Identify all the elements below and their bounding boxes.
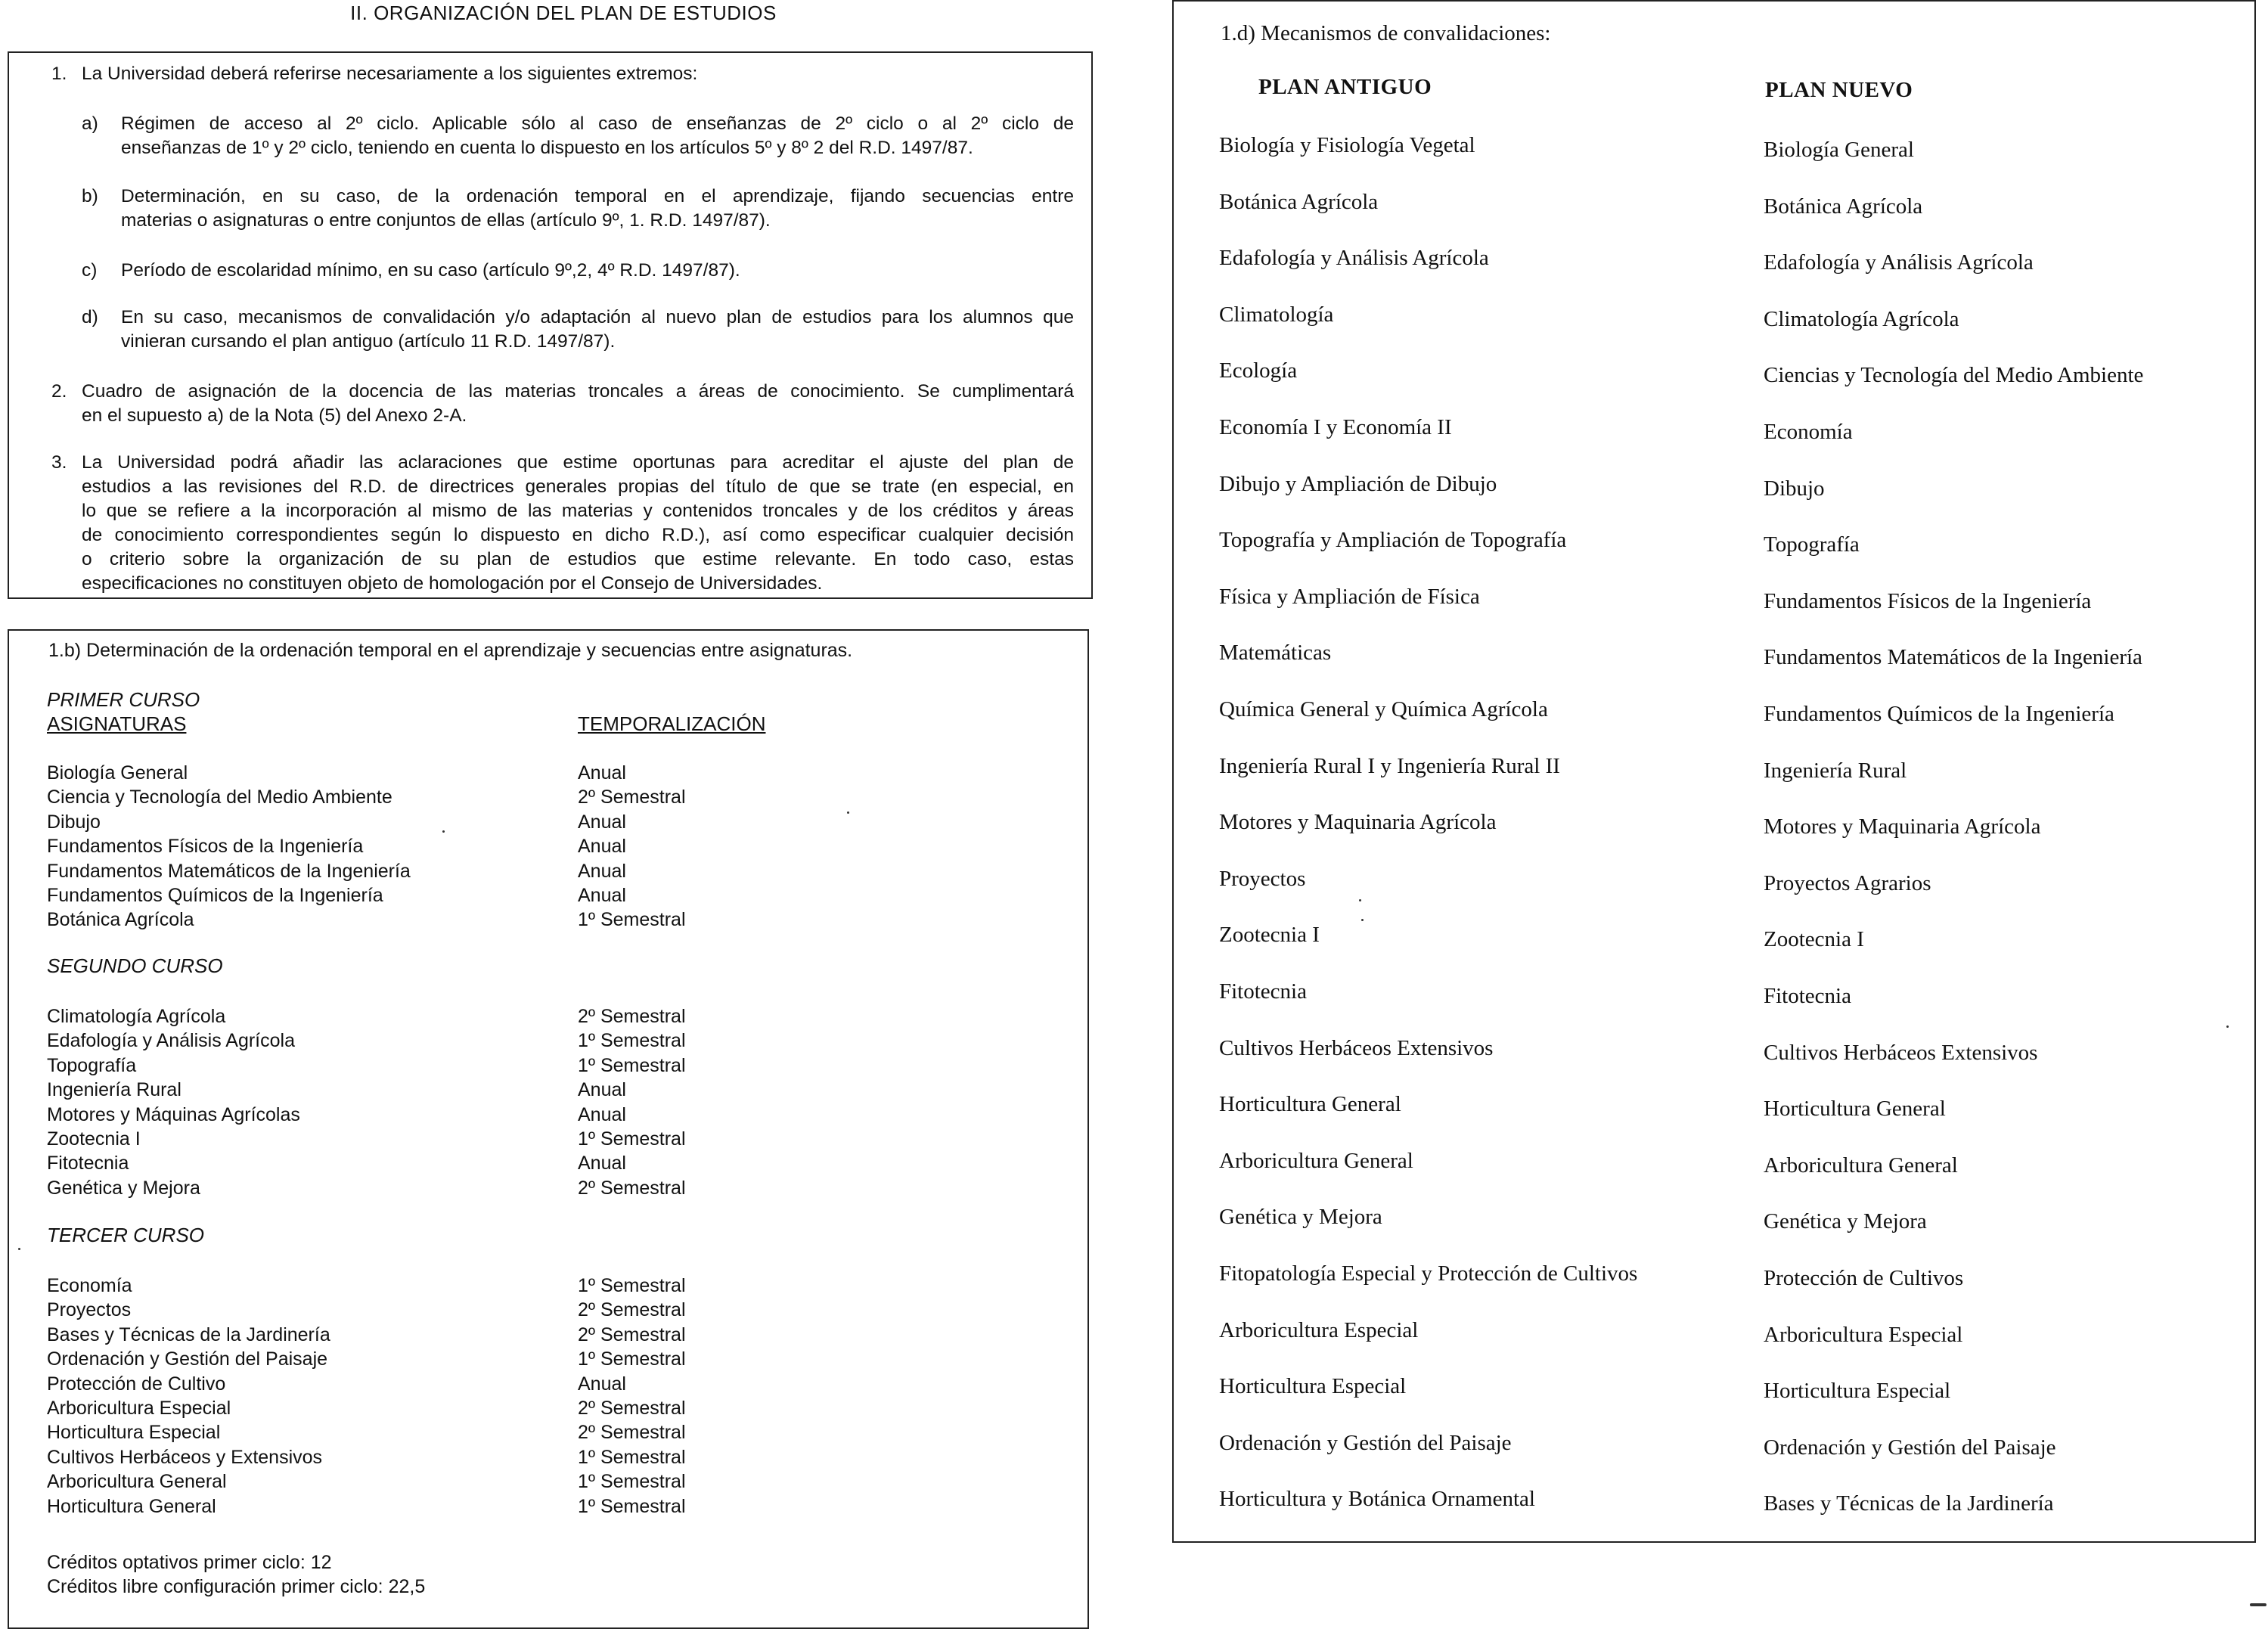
old-plan-subject: Fitotecnia: [1219, 979, 1307, 1004]
old-plan-subject: Dibujo y Ampliación de Dibujo: [1219, 471, 1497, 496]
note-1-text: La Universidad deberá referirse necesariamente a los siguientes extremos:: [82, 64, 698, 84]
course-subject: Motores y Máquinas Agrícolas: [47, 1103, 300, 1125]
course-row: [47, 1004, 1068, 1029]
course-temporalization: 2º Semestral: [578, 1323, 686, 1345]
course-temporalization: 2º Semestral: [578, 1422, 686, 1444]
convalidation-row: [1219, 1261, 2248, 1292]
new-plan-subject: Proyectos Agrarios: [1764, 870, 1931, 895]
course-row: [47, 1053, 1068, 1078]
course-row: [47, 785, 1068, 809]
course-temporalization: 1º Semestral: [578, 1054, 686, 1076]
new-plan-subject: Botánica Agrícola: [1764, 194, 1923, 219]
course-row: [47, 1396, 1068, 1420]
new-plan-subject: Ciencias y Tecnología del Medio Ambiente: [1764, 363, 2144, 388]
course-row: [47, 859, 1068, 883]
course-subject: Dibujo: [47, 811, 101, 833]
course-row: [47, 1323, 1068, 1347]
new-plan-subject: Bases y Técnicas de la Jardinería: [1764, 1491, 2054, 1516]
course-subject: Biología General: [47, 762, 188, 783]
new-plan-subject: Cultivos Herbáceos Extensivos: [1764, 1040, 2038, 1065]
course-temporalization: 2º Semestral: [578, 1398, 686, 1419]
subitem-a-line-2: enseñanzas de 1º y 2º ciclo, teniendo en cuenta lo dispuesto en los artículos 5º y 8º 2 del R.D. 1497/87.: [121, 138, 973, 158]
credits-optional: Créditos optativos primer ciclo: 12: [47, 1552, 332, 1573]
convalidation-row: [1219, 1205, 2248, 1235]
note-2-number: 2.: [51, 381, 67, 402]
subitem-c-letter: c): [82, 260, 98, 281]
convalidation-row: [1219, 585, 2248, 615]
course-row: [47, 1127, 1068, 1151]
course-subject: Fitotecnia: [47, 1153, 129, 1174]
old-plan-subject: Genética y Mejora: [1219, 1205, 1382, 1230]
subitem-d-line-1: En su caso, mecanismos de convalidación y/o adaptación al nuevo plan de estudios para los alumnos que: [121, 307, 1074, 327]
course-temporalization: Anual: [578, 860, 626, 882]
course-row: [47, 1176, 1068, 1200]
col-header-old-plan: PLAN ANTIGUO: [1258, 75, 1432, 99]
course-subject: Arboricultura General: [47, 1471, 227, 1493]
convalidation-row: [1219, 810, 2248, 840]
page-title: II. ORGANIZACIÓN DEL PLAN DE ESTUDIOS: [350, 2, 777, 24]
course-subject: Horticultura General: [47, 1495, 216, 1517]
course-row: [47, 834, 1068, 858]
new-plan-subject: Horticultura Especial: [1764, 1379, 1951, 1404]
subitem-b-letter: b): [82, 186, 98, 206]
old-plan-subject: Arboricultura General: [1219, 1148, 1413, 1173]
course-row: [47, 1347, 1068, 1371]
old-plan-subject: Botánica Agrícola: [1219, 189, 1379, 214]
new-plan-subject: Topografía: [1764, 532, 1860, 557]
course-subject: Climatología Agrícola: [47, 1006, 226, 1027]
old-plan-subject: Climatología: [1219, 302, 1334, 327]
new-plan-subject: Edafología y Análisis Agrícola: [1764, 250, 2034, 275]
old-plan-subject: Matemáticas: [1219, 641, 1332, 666]
course-row: [47, 908, 1068, 932]
convalidation-row: [1219, 1374, 2248, 1404]
col-header-new-plan: PLAN NUEVO: [1765, 78, 1913, 102]
scan-speck: [2250, 1603, 2266, 1606]
course-subject: Genética y Mejora: [47, 1177, 200, 1199]
course-row: [47, 1029, 1068, 1053]
scan-speck: [847, 811, 849, 814]
course-row: [47, 1372, 1068, 1396]
new-plan-subject: Fundamentos Químicos de la Ingeniería: [1764, 702, 2114, 726]
course-temporalization: 2º Semestral: [578, 1177, 686, 1199]
notes-box: [8, 51, 1093, 599]
new-plan-subject: Climatología Agrícola: [1764, 306, 1959, 331]
note-2-line-2: en el supuesto a) de la Nota (5) del Anexo 2-A.: [82, 405, 467, 426]
subitem-c-line-1: Período de escolaridad mínimo, en su caso (artículo 9º,2, 4º R.D. 1497/87).: [121, 260, 740, 281]
convalidation-row: [1219, 867, 2248, 897]
course-temporalization: Anual: [578, 1103, 626, 1125]
course-subject: Arboricultura Especial: [47, 1398, 231, 1419]
old-plan-subject: Fitopatología Especial y Protección de Cultivos: [1219, 1261, 1638, 1286]
subitem-a-line-1: Régimen de acceso al 2º ciclo. Aplicable sólo al caso de enseñanzas de 2º ciclo o al 2º ciclo de: [121, 113, 1074, 134]
scan-speck: [1359, 899, 1361, 901]
course-row: [47, 1274, 1068, 1298]
new-plan-subject: Ordenación y Gestión del Paisaje: [1764, 1435, 2056, 1460]
old-plan-subject: Ecología: [1219, 358, 1298, 383]
note-1-number: 1.: [51, 64, 67, 84]
convalidation-row: [1219, 641, 2248, 671]
new-plan-subject: Zootecnia I: [1764, 927, 1864, 952]
convalidation-row: [1219, 754, 2248, 784]
course-subject: Fundamentos Físicos de la Ingeniería: [47, 836, 364, 858]
note-3-line-1: La Universidad podrá añadir las aclaraciones que estime oportunas para acreditar el ajuste del plan de: [82, 452, 1074, 473]
course-row: [47, 883, 1068, 908]
course-subject: Ordenación y Gestión del Paisaje: [47, 1348, 328, 1370]
convalidation-row: [1219, 923, 2248, 953]
course-temporalization: 2º Semestral: [578, 787, 686, 808]
note-3-line-4: de conocimiento correspondientes según lo dispuesto en dicho R.D.), así como especificar cualquier decisión: [82, 525, 1074, 545]
convalidation-row: [1219, 303, 2248, 333]
course-subject: Cultivos Herbáceos y Extensivos: [47, 1446, 323, 1468]
note-3-number: 3.: [51, 452, 67, 473]
courses-box: [8, 629, 1089, 1629]
course-temporalization: 1º Semestral: [578, 1471, 686, 1493]
convalidation-box: [1172, 0, 2256, 1543]
course-subject: Ciencia y Tecnología del Medio Ambiente: [47, 787, 392, 808]
convalidation-row: [1219, 415, 2248, 445]
col-header-temporalization: TEMPORALIZACIÓN: [578, 712, 766, 735]
convalidation-row: [1219, 979, 2248, 1010]
old-plan-subject: Ordenación y Gestión del Paisaje: [1219, 1430, 1512, 1455]
convalidation-heading: 1.d) Mecanismos de convalidaciones:: [1221, 21, 1551, 45]
convalidation-row: [1219, 528, 2248, 558]
subitem-d-line-2: vinieran cursando el plan antiguo (artículo 11 R.D. 1497/87).: [121, 331, 616, 352]
convalidation-row: [1219, 246, 2248, 276]
course-subject: Topografía: [47, 1054, 137, 1076]
note-3-line-2: estudios a las revisiones del R.D. de directrices generales propias del título de que se trate (en especial, en: [82, 476, 1074, 497]
course-row: [47, 1298, 1068, 1322]
old-plan-subject: Cultivos Herbáceos Extensivos: [1219, 1035, 1494, 1060]
convalidation-row: [1219, 1092, 2248, 1122]
course-temporalization: Anual: [578, 885, 626, 906]
old-plan-subject: Química General y Química Agrícola: [1219, 697, 1548, 721]
course-subject: Fundamentos Químicos de la Ingeniería: [47, 885, 383, 906]
scan-speck: [1361, 919, 1364, 921]
note-3-line-3: lo que se refiere a la incorporación al mismo de las materias y contenidos troncales y de los créditos y áreas: [82, 501, 1074, 521]
old-plan-subject: Edafología y Análisis Agrícola: [1219, 246, 1489, 271]
new-plan-subject: Fundamentos Físicos de la Ingeniería: [1764, 588, 2092, 613]
subitem-d-letter: d): [82, 307, 98, 327]
course-temporalization: 2º Semestral: [578, 1299, 686, 1321]
scan-speck: [442, 830, 445, 833]
scan-speck: [18, 1248, 20, 1250]
old-plan-subject: Proyectos: [1219, 866, 1306, 891]
course-row: [47, 810, 1068, 834]
old-plan-subject: Ingeniería Rural I y Ingeniería Rural II: [1219, 753, 1560, 778]
old-plan-subject: Arboricultura Especial: [1219, 1317, 1419, 1342]
old-plan-subject: Topografía y Ampliación de Topografía: [1219, 528, 1567, 553]
course-subject: Fundamentos Matemáticos de la Ingeniería: [47, 860, 411, 882]
note-2-line-1: Cuadro de asignación de la docencia de las materias troncales a áreas de conocimiento. Se cumplimentará: [82, 381, 1074, 402]
scan-speck: [2226, 1025, 2229, 1028]
old-plan-subject: Motores y Maquinaria Agrícola: [1219, 810, 1497, 835]
subitem-b-line-1: Determinación, en su caso, de la ordenación temporal en el aprendizaje, fijando secuencias entre: [121, 186, 1074, 206]
old-plan-subject: Economía I y Economía II: [1219, 415, 1452, 439]
course-row: [47, 1151, 1068, 1175]
course-row: [47, 1469, 1068, 1494]
course-row: [47, 1103, 1068, 1127]
course-subject: Zootecnia I: [47, 1128, 141, 1150]
course-temporalization: Anual: [578, 1373, 626, 1395]
new-plan-subject: Dibujo: [1764, 476, 1825, 501]
convalidation-row: [1219, 1487, 2248, 1517]
course-temporalization: 1º Semestral: [578, 1495, 686, 1517]
course-row: [47, 1445, 1068, 1469]
course-temporalization: 1º Semestral: [578, 1275, 686, 1296]
course-subject: Horticultura Especial: [47, 1422, 221, 1444]
old-plan-subject: Biología y Fisiología Vegetal: [1219, 133, 1475, 157]
convalidation-row: [1219, 133, 2248, 163]
course-subject: Protección de Cultivo: [47, 1373, 226, 1395]
convalidation-row: [1219, 697, 2248, 728]
convalidation-row: [1219, 358, 2248, 389]
old-plan-subject: Física y Ampliación de Física: [1219, 584, 1480, 609]
new-plan-subject: Fundamentos Matemáticos de la Ingeniería: [1764, 645, 2142, 670]
new-plan-subject: Motores y Maquinaria Agrícola: [1764, 814, 2041, 839]
course-temporalization: Anual: [578, 836, 626, 858]
course-title-first: PRIMER CURSO: [47, 688, 200, 711]
course-subject: Ingeniería Rural: [47, 1079, 182, 1101]
course-temporalization: 1º Semestral: [578, 1446, 686, 1468]
new-plan-subject: Fitotecnia: [1764, 984, 1851, 1008]
new-plan-subject: Ingeniería Rural: [1764, 758, 1907, 783]
new-plan-subject: Biología General: [1764, 138, 1914, 162]
subitem-b-line-2: materias o asignaturas o entre conjuntos de ellas (artículo 9º, 1. R.D. 1497/87).: [121, 210, 771, 231]
new-plan-subject: Genética y Mejora: [1764, 1209, 1927, 1234]
course-temporalization: 2º Semestral: [578, 1006, 686, 1027]
course-temporalization: Anual: [578, 811, 626, 833]
courses-heading: 1.b) Determinación de la ordenación temporal en el aprendizaje y secuencias entre asignaturas.: [48, 640, 853, 661]
course-row: [47, 761, 1068, 785]
old-plan-subject: Horticultura General: [1219, 1092, 1401, 1117]
course-subject: Economía: [47, 1275, 132, 1296]
col-header-subjects: ASIGNATURAS: [47, 712, 187, 735]
course-temporalization: 1º Semestral: [578, 1030, 686, 1052]
course-temporalization: Anual: [578, 1079, 626, 1101]
new-plan-subject: Arboricultura Especial: [1764, 1322, 1963, 1347]
course-title-second: SEGUNDO CURSO: [47, 954, 223, 977]
course-temporalization: Anual: [578, 1153, 626, 1174]
new-plan-subject: Protección de Cultivos: [1764, 1266, 1964, 1290]
subitem-a-letter: a): [82, 113, 98, 134]
course-temporalization: Anual: [578, 762, 626, 783]
convalidation-row: [1219, 1036, 2248, 1066]
note-3-line-6: especificaciones no constituyen objeto de homologación por el Consejo de Universidades.: [82, 573, 823, 594]
convalidation-row: [1219, 472, 2248, 502]
course-temporalization: 1º Semestral: [578, 1128, 686, 1150]
credits-free: Créditos libre configuración primer ciclo: 22,5: [47, 1576, 426, 1597]
course-subject: Proyectos: [47, 1299, 132, 1321]
old-plan-subject: Horticultura Especial: [1219, 1374, 1407, 1399]
old-plan-subject: Zootecnia I: [1219, 923, 1320, 948]
course-temporalization: 1º Semestral: [578, 1348, 686, 1370]
new-plan-subject: Economía: [1764, 420, 1853, 444]
course-temporalization: 1º Semestral: [578, 909, 686, 931]
convalidation-row: [1219, 1149, 2248, 1179]
convalidation-row: [1219, 1318, 2248, 1348]
course-title-third: TERCER CURSO: [47, 1224, 205, 1246]
course-subject: Botánica Agrícola: [47, 909, 194, 931]
course-row: [47, 1494, 1068, 1519]
convalidation-row: [1219, 190, 2248, 220]
convalidation-row: [1219, 1431, 2248, 1461]
old-plan-subject: Horticultura y Botánica Ornamental: [1219, 1487, 1535, 1512]
note-3-line-5: o criterio sobre la organización de su plan de estudios que estime relevante. En todo caso, estas: [82, 549, 1074, 569]
course-row: [47, 1078, 1068, 1102]
course-subject: Bases y Técnicas de la Jardinería: [47, 1323, 330, 1345]
course-subject: Edafología y Análisis Agrícola: [47, 1030, 295, 1052]
course-row: [47, 1420, 1068, 1444]
new-plan-subject: Arboricultura General: [1764, 1153, 1958, 1178]
new-plan-subject: Horticultura General: [1764, 1097, 1946, 1122]
